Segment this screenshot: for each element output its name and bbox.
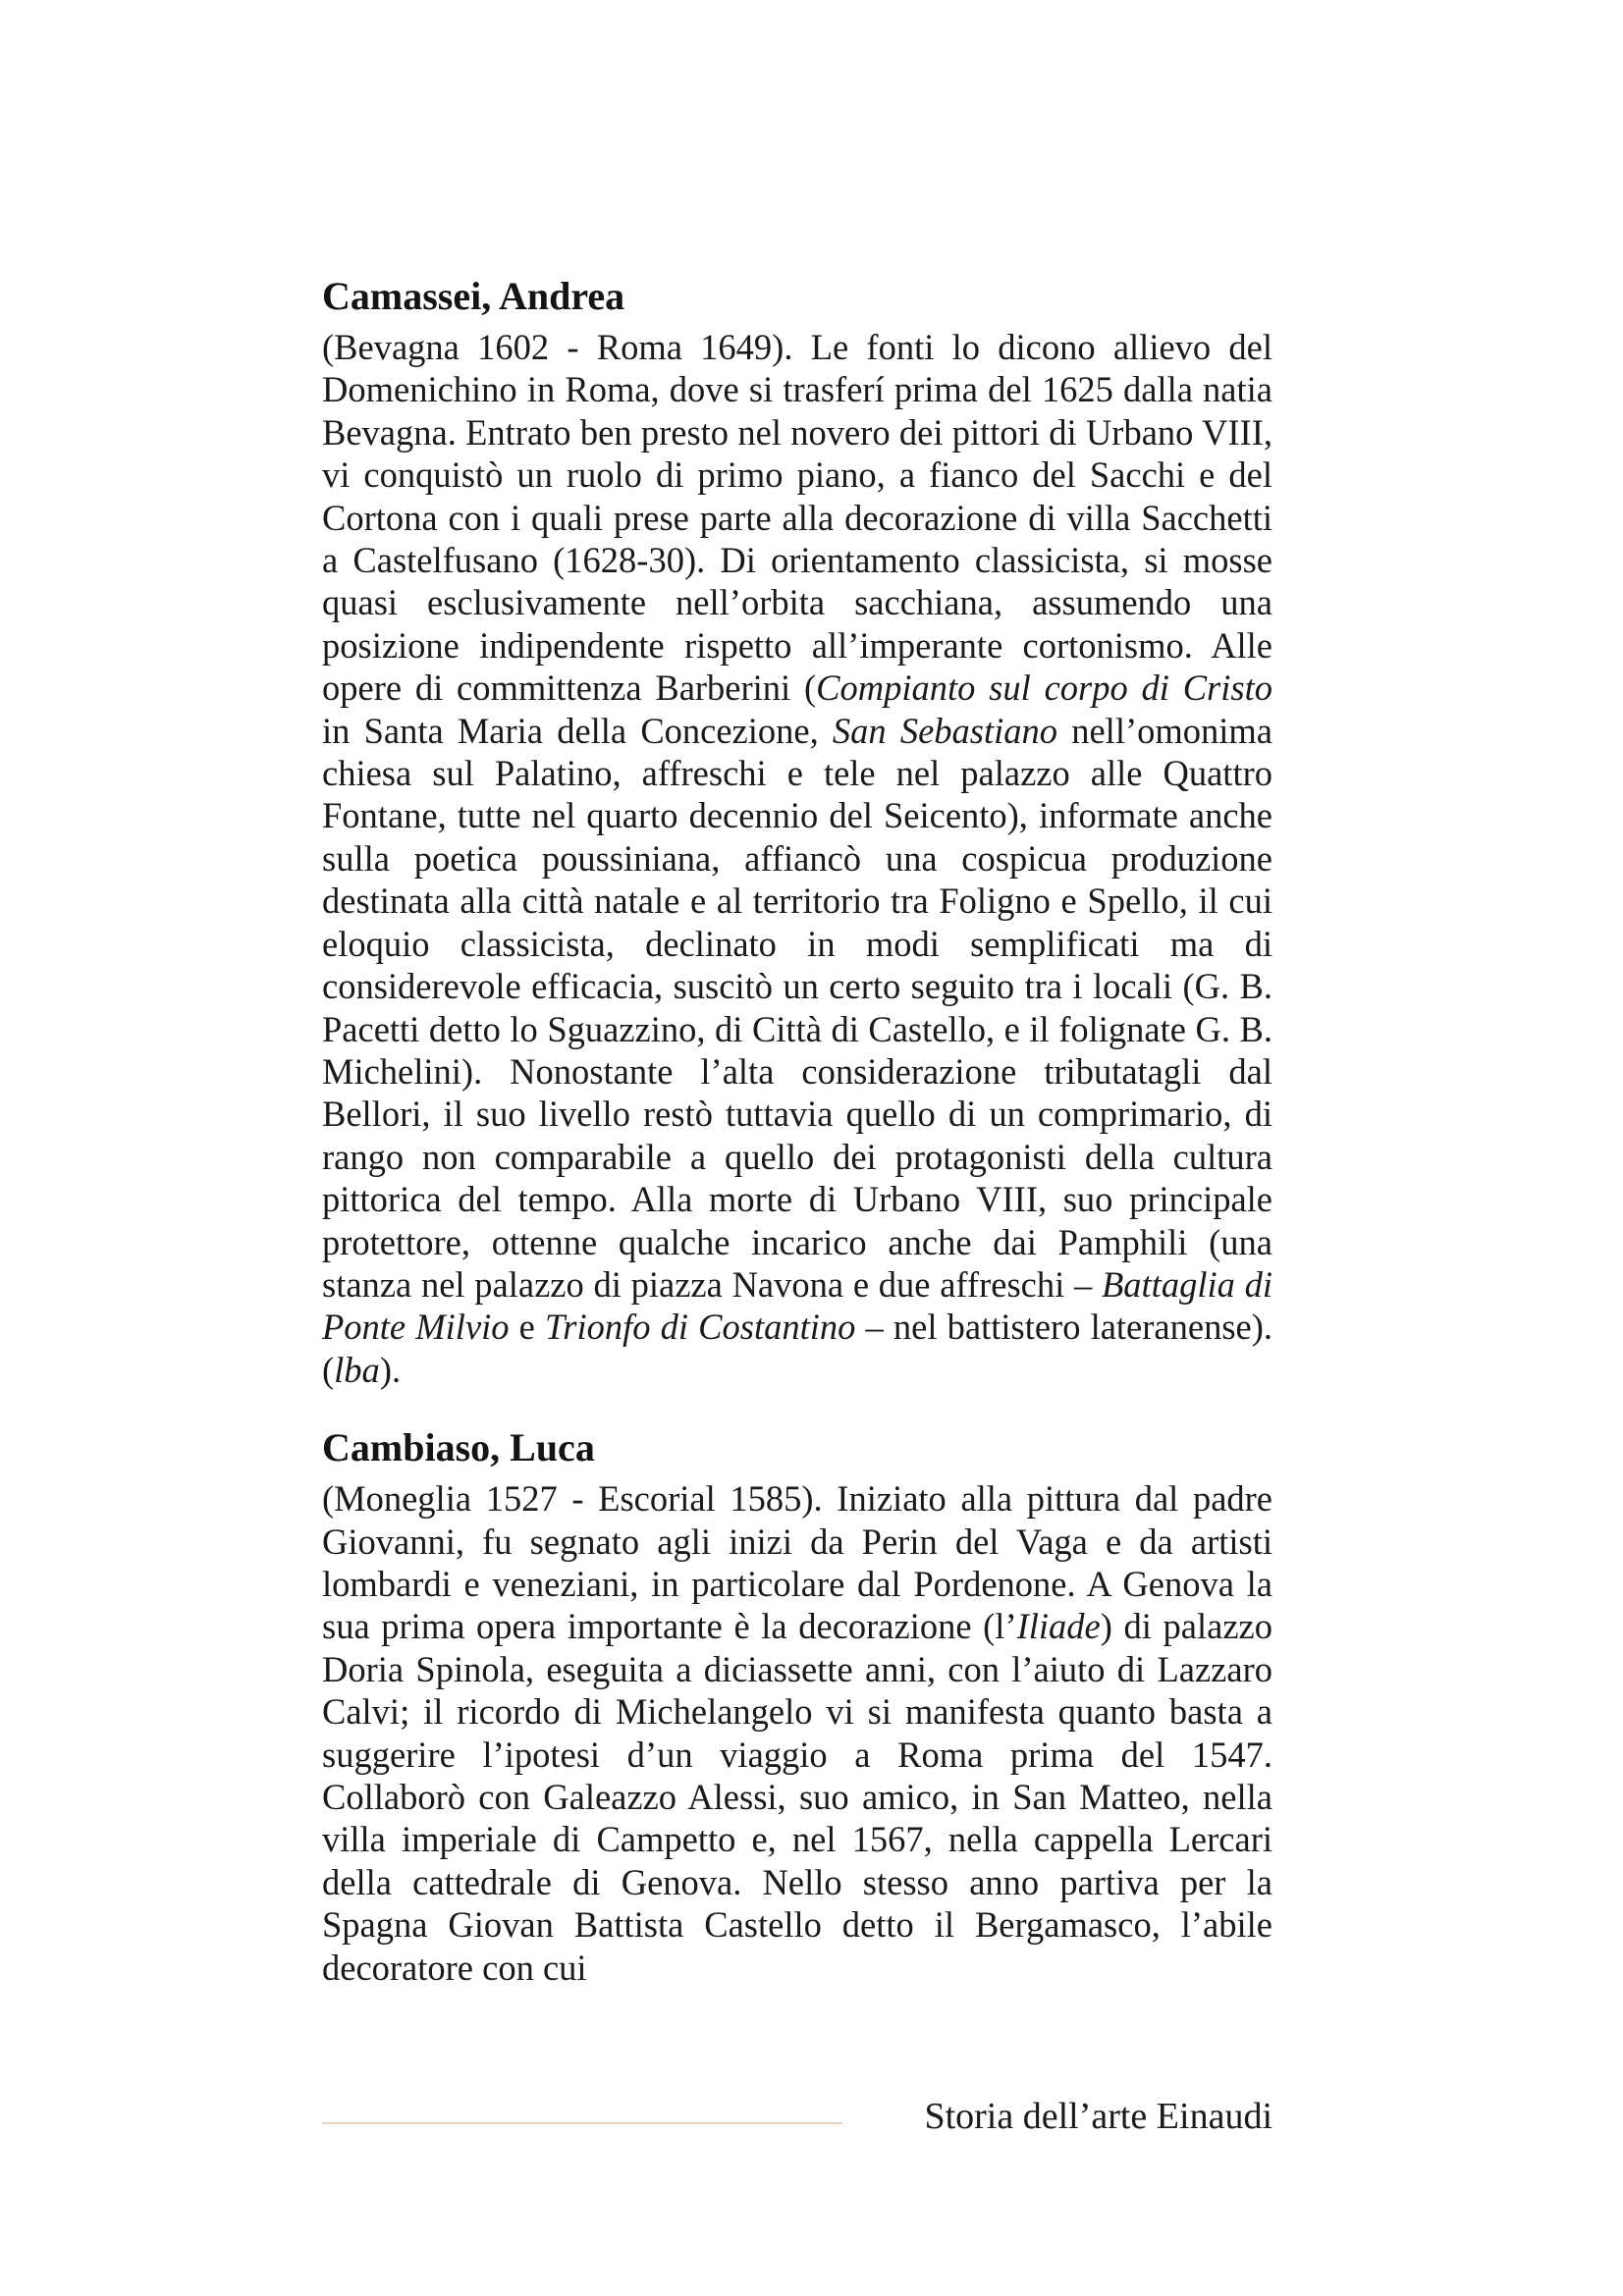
footer-divider [322,2122,842,2124]
artwork-title: San Sebastiano [832,710,1058,751]
page-footer [322,2091,1272,2150]
entry-camassei [322,273,1272,1391]
entry-text-segment: (Moneglia 1527 - Escorial 1585). Iniziato alla pittura dal padre Giovanni, fu segnato agli inizi da Perin del Vaga e da artisti lombardi e veneziani, in particolare dal Pordenone. A Genova la sua prima opera importante è la decorazione (l’ [322,1478,1272,1647]
entry-cambiaso [322,1424,1272,1989]
artwork-title: Battaglia di Ponte Milvio [322,1263,1273,1348]
entry-text-segment: e [509,1307,546,1348]
author-initials: lba [334,1349,380,1390]
entry-text-segment: (Bevagna 1602 - Roma 1649). Le fonti lo dicono allievo del Domenichino in Roma, dove si trasferí prima del 1625 dalla natia Bevagna. Entrato ben presto nel novero dei pittori di Urbano VIII, vi conquistò un ruolo di primo piano, a fianco del Sacchi e del Cortona con i quali prese parte alla decorazione di villa Sacchetti a Castelfusano (1628-30). Di orientamento classicista, si mosse quasi esclusivamente nell’orbita sacchiana, assumendo una posizione indipendente rispetto all’imperante cortonismo. Alle opere di committenza Barberini ( [322,327,1272,709]
entry-body [322,326,1272,1391]
entry-text-segment: in Santa Maria della Concezione, [322,710,833,751]
entry-title: Cambiaso, Luca [322,1425,595,1470]
artwork-title: Iliade [1016,1606,1101,1647]
entry-text-segment: ). [379,1349,402,1390]
entry-text-segment: – nel battistero lateranense). ( [322,1307,1273,1390]
entry-text-segment: ) di palazzo Doria Spinola, eseguita a diciassette anni, con l’aiuto di Lazzaro Calvi; il ricordo di Michelangelo vi si manifesta quanto basta a suggerire l’ipotesi d’un viaggio a Roma prima del 1547. Collaborò con Galeazzo Alessi, suo amico, in San Matteo, nella villa imperiale di Campetto e, nel 1567, nella cappella Lercari della cattedrale di Genova. Nello stesso anno partiva per la Spagna Giovan Battista Castello detto il Bergamasco, l’abile decoratore con cui [322,1606,1272,1988]
artwork-title: Trionfo di Costantino [545,1307,856,1348]
footer-publication-label: Storia dell’arte Einaudi [924,2096,1272,2137]
artwork-title: Compianto sul corpo di Cristo [816,667,1272,709]
entry-text-segment: nell’omonima chiesa sul Palatino, affreschi e tele nel palazzo alle Quattro Fontane, tutte nel quarto decennio del Seicento), informate anche sulla poetica poussiniana, affiancò una cospicua produzione destinata alla città natale e al territorio tra Foligno e Spello, il cui eloquio classicista, declinato in modi semplificati ma di considerevole efficacia, suscitò un certo seguito tra i locali (G. B. Pacetti detto lo Sguazzino, di Città di Castello, e il folignate G. B. Michelini). Nonostante l’alta considerazione tributatagli dal Bellori, il suo livello restò tuttavia quello di un comprimario, di rango non comparabile a quello dei protagonisti della cultura pittorica del tempo. Alla morte di Urbano VIII, suo principale protettore, ottenne qualche incarico anche dai Pamphili (una stanza nel palazzo di piazza Navona e due affreschi – [322,710,1272,1305]
document-page [322,273,1272,1989]
entry-body [322,1477,1272,1989]
entry-title: Camassei, Andrea [322,274,625,318]
